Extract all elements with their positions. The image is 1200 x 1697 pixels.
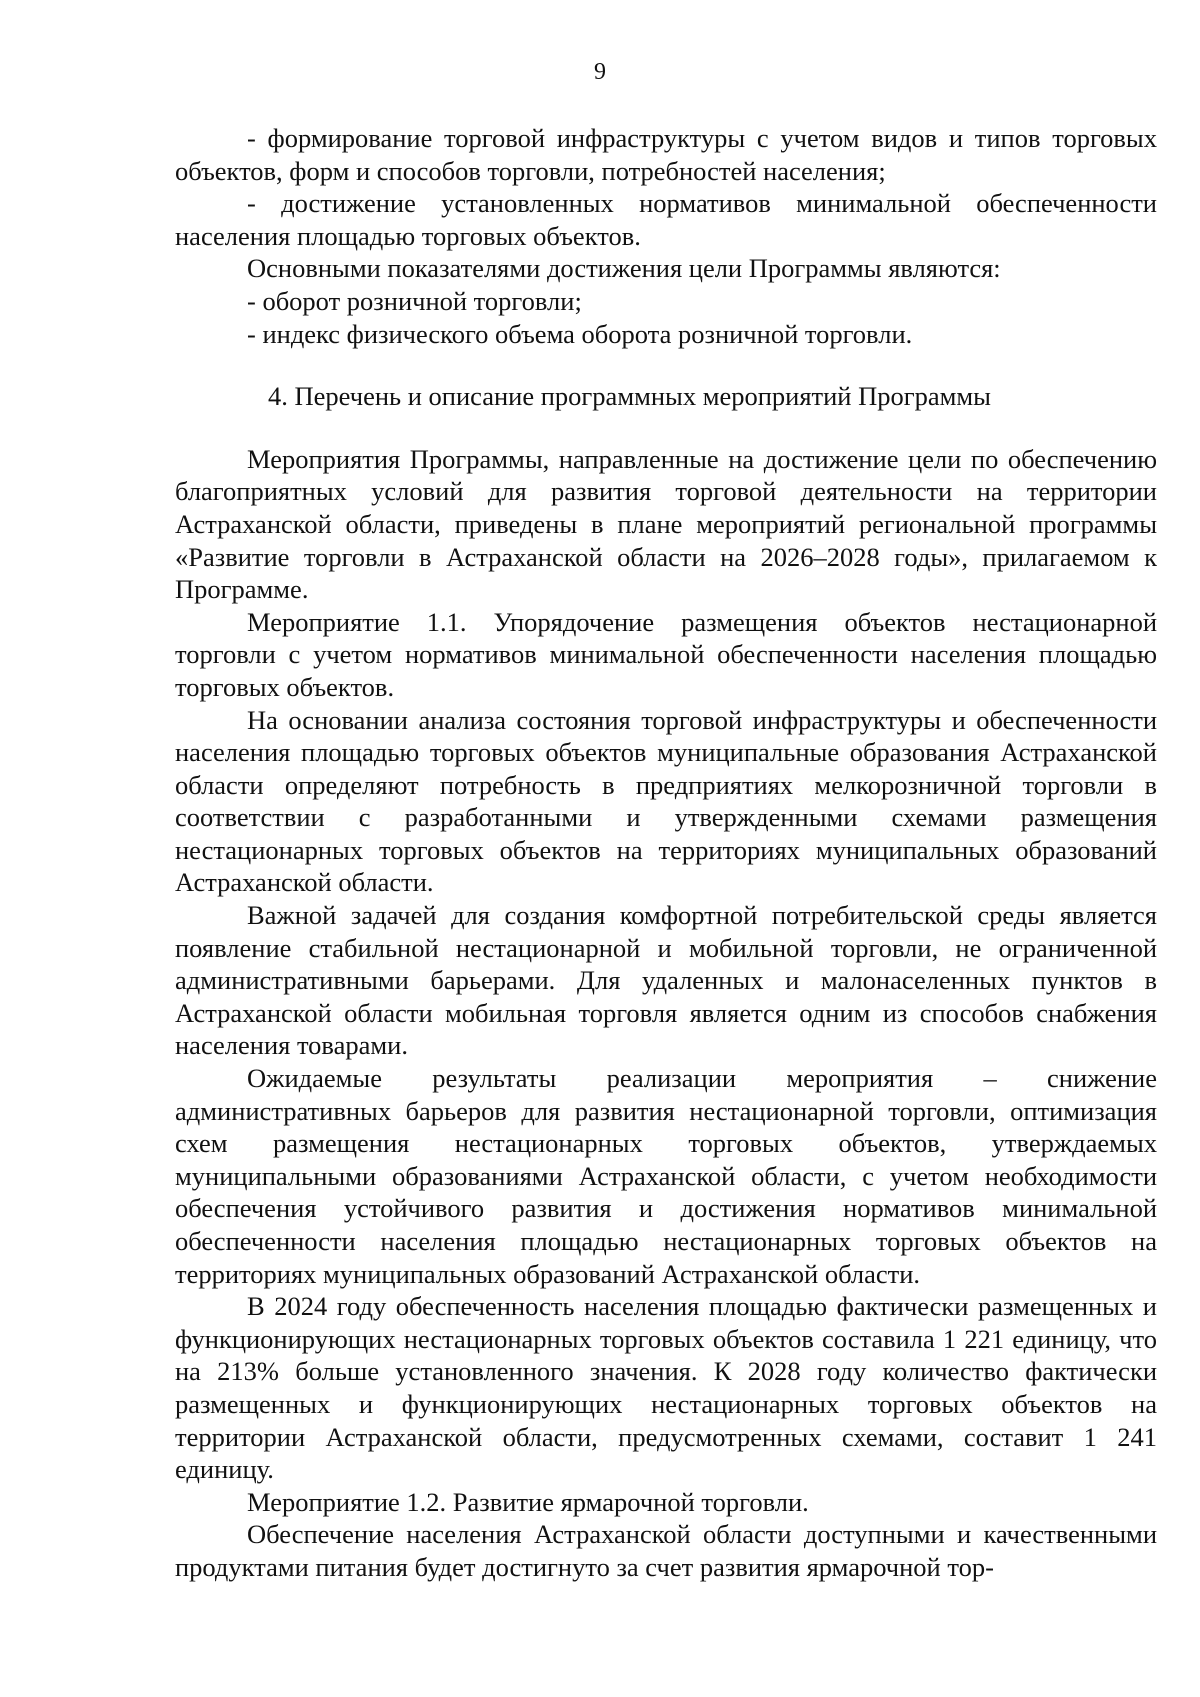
paragraph-indicator-index: - индекс физического объема оборота розничной торговли. [247, 318, 913, 349]
page-number: 9 [594, 59, 606, 85]
paragraph-mobile-trade: Важной задачей для создания комфортной потребительской среды является появление стабильной нестационарной и мобильной торговли, не ограниченной административными барьерами. Для удаленных и малонаселенных пунктов в Астраханской области мобильная торговля является одним из способов снабжения населения товарами. [175, 900, 1157, 1061]
paragraph-infrastructure: - формирование торговой инфраструктуры с учетом видов и типов торговых объектов, форм и способов торговли, потребностей населения; [175, 123, 1157, 186]
paragraph-indicator-turnover: - оборот розничной торговли; [247, 285, 582, 316]
paragraph-statistics-2024: В 2024 году обеспеченность населения площадью фактически размещенных и функционирующих нестационарных торговых объектов составила 1 221 единицу, что на 213% больше установленного значения. К 2028 году количество фактически размещенных и функционирующих нестационарных торговых объектов на территории Астраханской области, предусмотренных схемами, составит 1 241 единицу. [175, 1291, 1157, 1485]
paragraph-measures-intro: Мероприятия Программы, направленные на достижение цели по обеспечению благоприятных условий для развития торговой деятельности на территории Астраханской области, приведены в плане мероприятий региональной программы «Развитие торговли в Астраханской области на 2026–2028 годы», прилагаемом к Программе. [175, 443, 1157, 605]
section-heading: 4. Перечень и описание программных мероприятий Программы [268, 381, 991, 412]
paragraph-analysis: На основании анализа состояния торговой инфраструктуры и обеспеченности населения площадью торговых объектов муниципальные образования Астраханской области определяют потребность в предприятиях мелкорозничной торговли в соответствии с разработанными и утвержденными схемами размещения нестационарных торговых объектов на территориях муниципальных образований Астраханской области. [175, 704, 1157, 898]
paragraph-measure-1-1: Мероприятие 1.1. Упорядочение размещения объектов нестационарной торговли с учетом нормативов минимальной обеспеченности населения площадью торговых объектов. [175, 606, 1157, 702]
paragraph-norms: - достижение установленных нормативов минимальной обеспеченности населения площадью торговых объектов. [175, 188, 1157, 251]
paragraph-fair-trade: Обеспечение населения Астраханской области доступными и качественными продуктами питания будет достигнуто за счет развития ярмарочной тор- [175, 1519, 1157, 1582]
document-body [175, 122, 1157, 1584]
paragraph-indicators-intro: Основными показателями достижения цели Программы являются: [247, 253, 1001, 284]
paragraph-expected-results: Ожидаемые результаты реализации мероприятия – снижение административных барьеров для развития нестационарной торговли, оптимизация схем размещения нестационарных торговых объектов, утверждаемых муниципальными образованиями Астраханской области, с учетом необходимости обеспечения устойчивого развития и достижения нормативов минимальной обеспеченности населения площадью нестационарных торговых объектов на территориях муниципальных образований Астраханской области. [175, 1063, 1157, 1289]
paragraph-measure-1-2: Мероприятие 1.2. Развитие ярмарочной торговли. [247, 1486, 809, 1517]
